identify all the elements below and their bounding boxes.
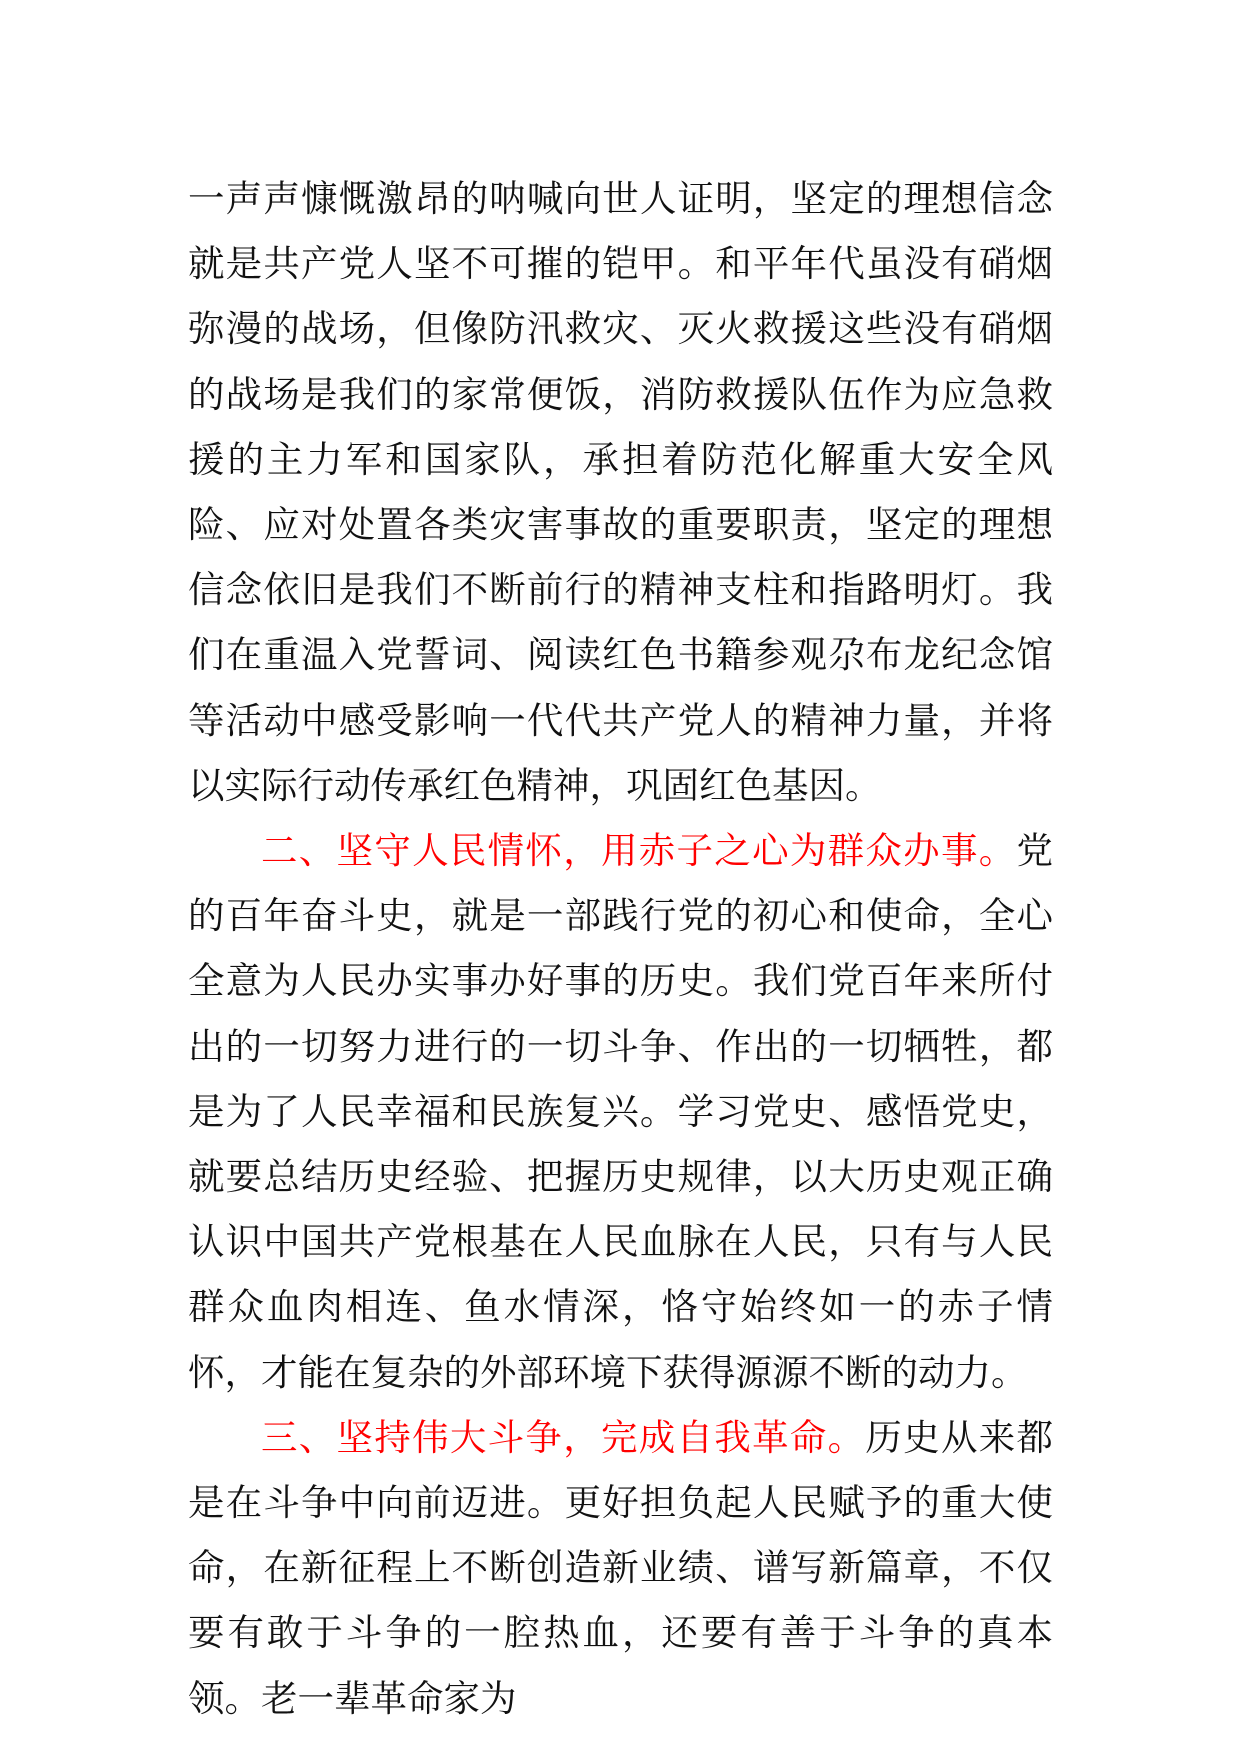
paragraph-section-two bbox=[188, 818, 1053, 1405]
paragraph-1-body: 一声声慷慨激昂的呐喊向世人证明，坚定的理想信念就是共产党人坚不可摧的铠甲。和平年代虽没有硝烟弥漫的战场，但像防汛救灾、灭火救援这些没有硝烟的战场是我们的家常便饭，消防救援队伍作为应急救援的主力军和国家队，承担着防范化解重大安全风险、应对处置各类灾害事故的重要职责，坚定的理想信念依旧是我们不断前行的精神支柱和指路明灯。我们在重温入党誓词、阅读红色书籍参观尕布龙纪念馆等活动中感受影响一代代共产党人的精神力量，并将以实际行动传承红色精神，巩固红色基因。 bbox=[188, 177, 1053, 807]
section-two-heading: 二、坚守人民情怀，用赤子之心为群众办事。 bbox=[261, 829, 1017, 873]
section-three-heading: 三、坚持伟大斗争，完成自我革命。 bbox=[261, 1415, 866, 1459]
document-body bbox=[188, 166, 1053, 1731]
section-two-body: 党的百年奋斗史，就是一部践行党的初心和使命，全心全意为人民办实事办好事的历史。我们党百年来所付出的一切努力进行的一切斗争、作出的一切牺牲，都是为了人民幸福和民族复兴。学习党史、感悟党史，就要总结历史经验、把握历史规律，以大历史观正确认识中国共产党根基在人民血脉在人民，只有与人民群众血肉相连、鱼水情深，恪守始终如一的赤子情怀，才能在复杂的外部环境下获得源源不断的动力。 bbox=[188, 829, 1053, 1394]
section-three-body: 历史从来都是在斗争中向前迈进。更好担负起人民赋予的重大使命，在新征程上不断创造新业绩、谱写新篇章，不仅要有敢于斗争的一腔热血，还要有善于斗争的真本领。老一辈革命家为 bbox=[188, 1415, 1054, 1720]
paragraph-continuation bbox=[188, 166, 1053, 818]
paragraph-section-three bbox=[188, 1405, 1053, 1731]
